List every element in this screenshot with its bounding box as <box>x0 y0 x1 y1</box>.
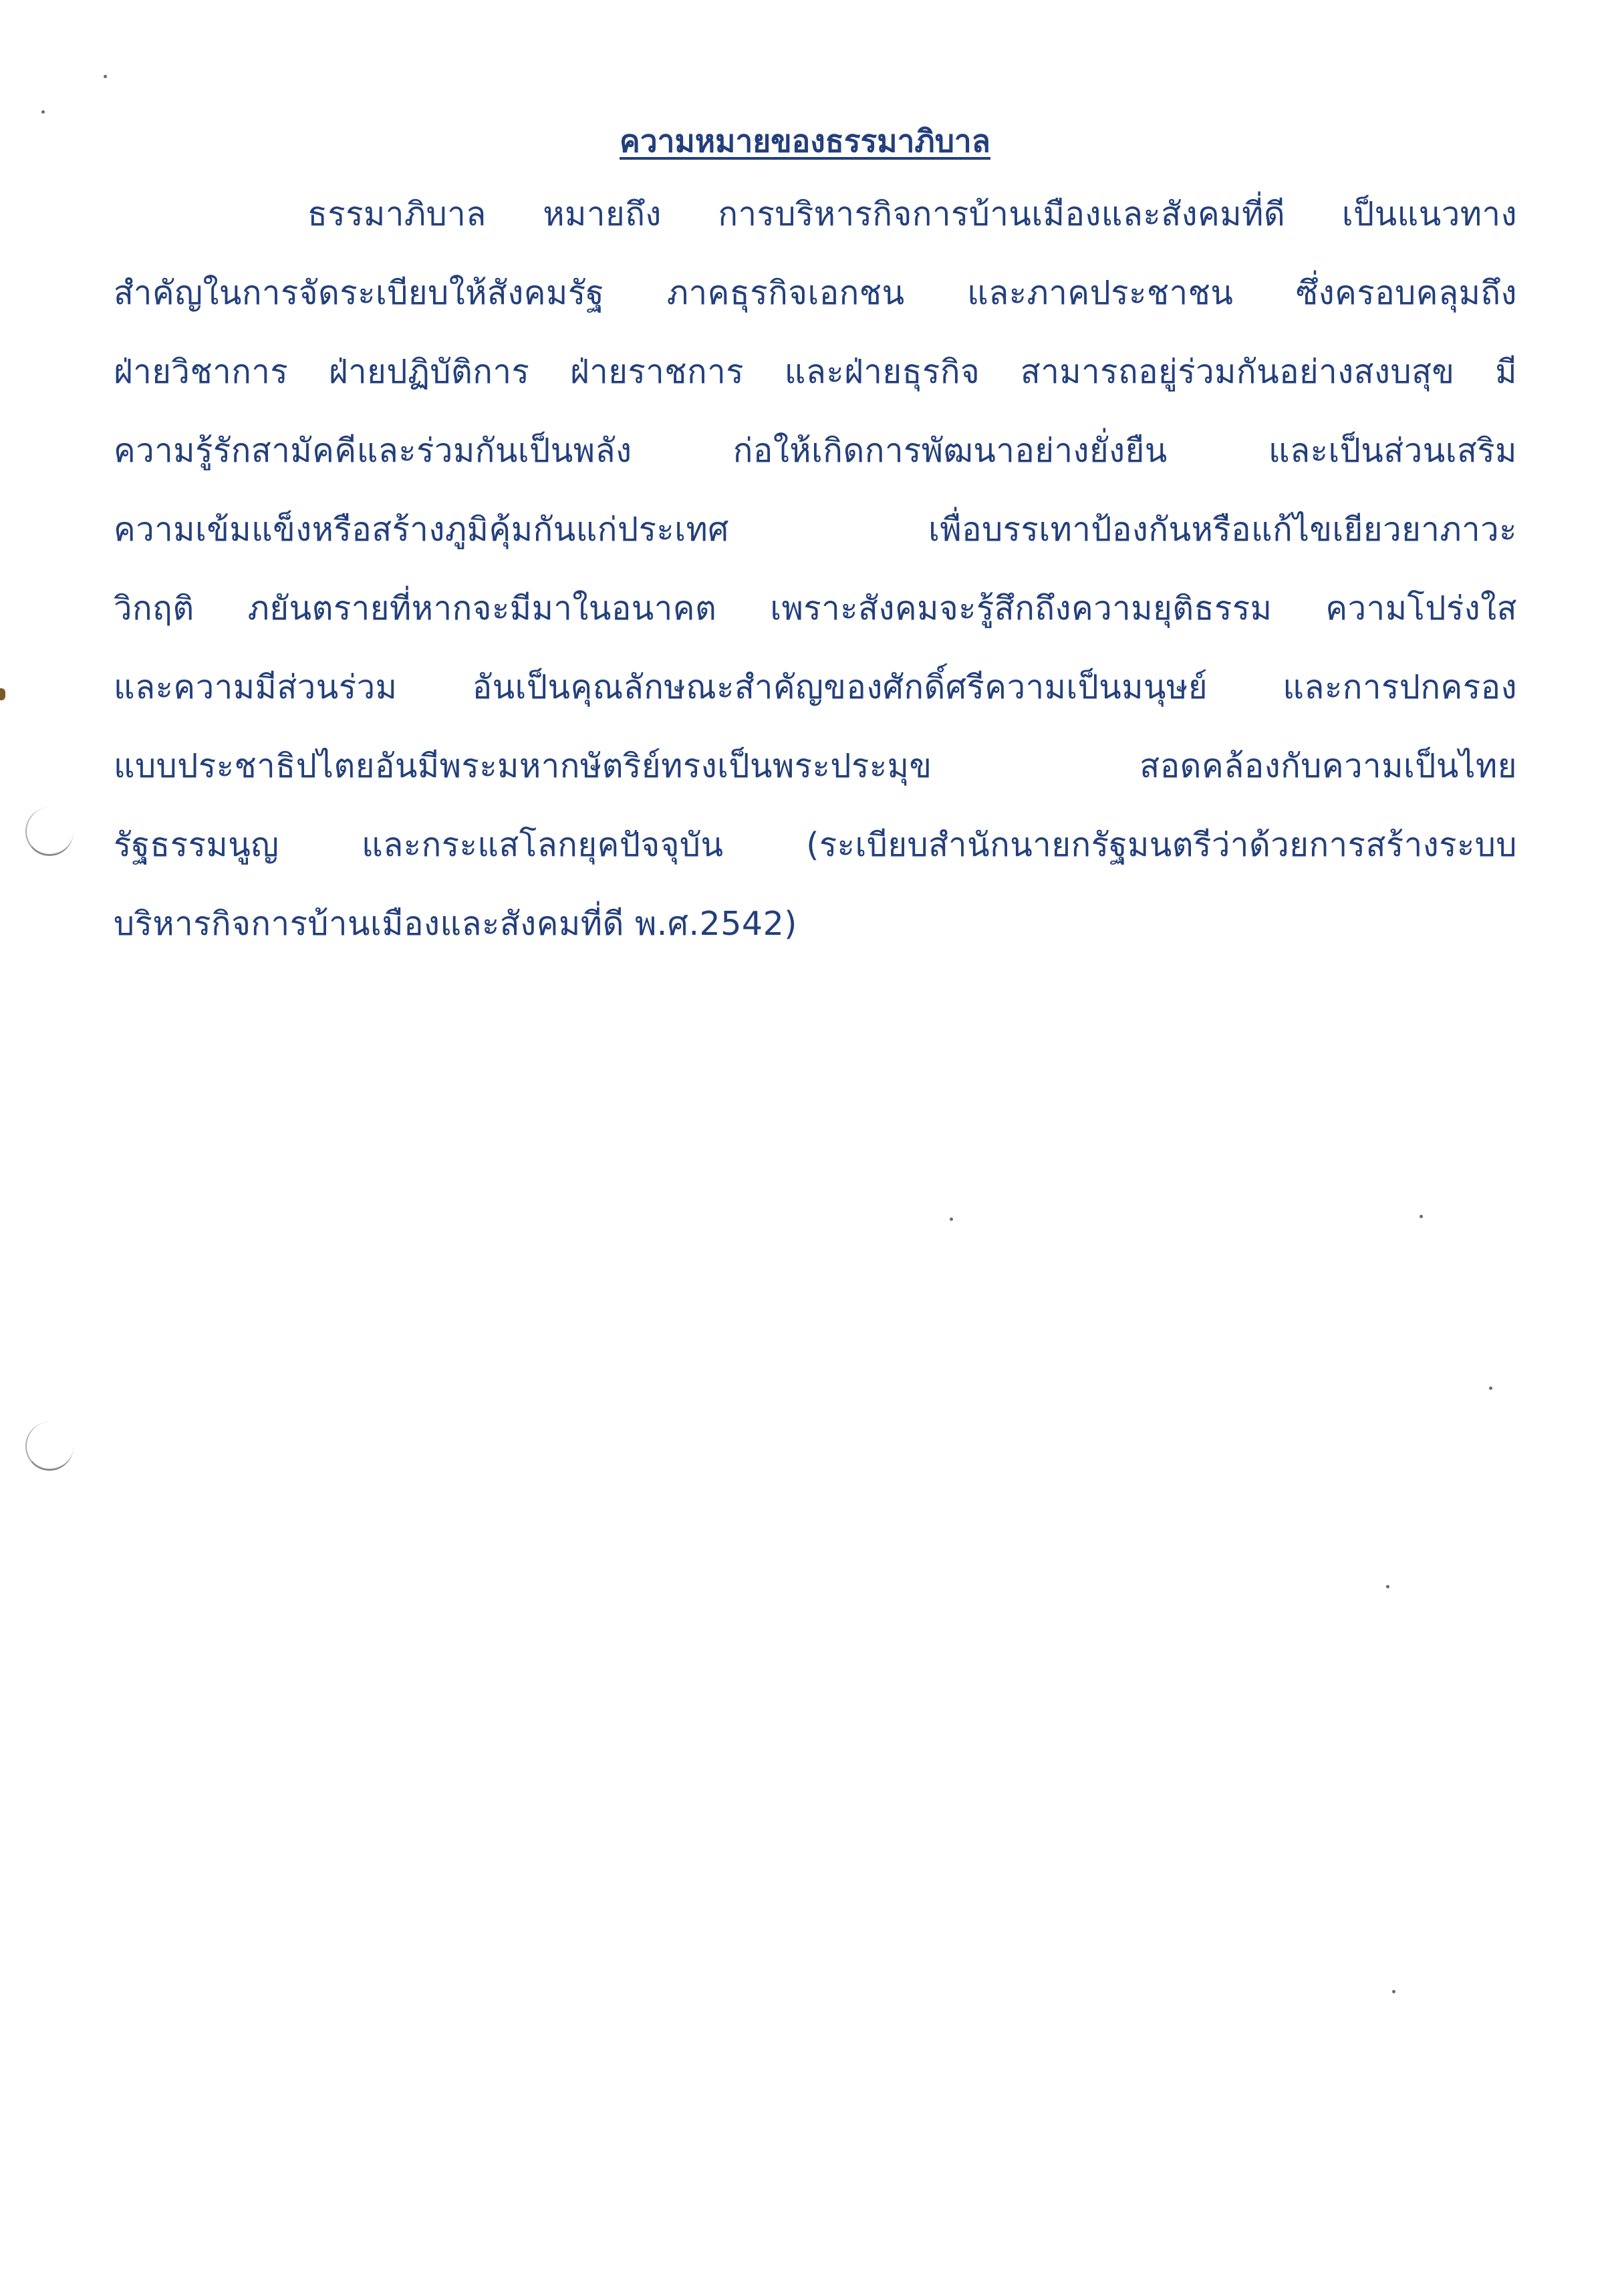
page-title <box>0 118 1610 164</box>
body-line-7: และความมีส่วนร่วม อันเป็นคุณลักษณะสำคัญของศักดิ์ศรีความเป็นมนุษย์ และการปกครอง <box>114 668 1517 706</box>
scan-speck <box>1386 1585 1389 1588</box>
body-line-2: สำคัญในการจัดระเบียบให้สังคมรัฐ ภาคธุรกิจเอกชน และภาคประชาชน ซึ่งครอบคลุมถึง <box>114 274 1517 312</box>
body-line-8: แบบประชาธิปไตยอันมีพระมหากษัตริย์ทรงเป็นพระประมุข สอดคล้องกับความเป็นไทย <box>114 747 1517 785</box>
body-line-1: ธรรมาภิบาล หมายถึง การบริหารกิจการบ้านเมืองและสังคมที่ดี เป็นแนวทาง <box>307 195 1517 233</box>
scan-speck <box>1392 1990 1395 1993</box>
body-line-4: ความรู้รักสามัคคีและร่วมกันเป็นพลัง ก่อให้เกิดการพัฒนาอย่างยั่งยืน และเป็นส่วนเสริม <box>114 432 1517 470</box>
body-line-6: วิกฤติ ภยันตรายที่หากจะมีมาในอนาคต เพราะสังคมจะรู้สึกถึงความยุติธรรม ความโปร่งใส <box>114 589 1517 627</box>
punch-hole-top <box>25 807 74 856</box>
punch-hole-bottom <box>25 1422 74 1471</box>
scan-speck <box>1420 1215 1423 1218</box>
paper-edge-mark <box>0 688 5 700</box>
body-line-9: รัฐธรรมนูญ และกระแสโลกยุคปัจจุบัน (ระเบียบสำนักนายกรัฐมนตรีว่าด้วยการสร้างระบบ <box>114 826 1517 864</box>
body-line-3: ฝ่ายวิชาการ ฝ่ายปฏิบัติการ ฝ่ายราชการ และฝ่ายธุรกิจ สามารถอยู่ร่วมกันอย่างสงบสุข มี <box>114 353 1517 391</box>
scan-speck <box>104 75 107 78</box>
body-line-10: บริหารกิจการบ้านเมืองและสังคมที่ดี พ.ศ.2542) <box>114 905 797 943</box>
scan-speck <box>41 110 45 114</box>
scan-speck <box>950 1217 953 1221</box>
body-line-5: ความเข้มแข็งหรือสร้างภูมิคุ้มกันแก่ประเทศ เพื่อบรรเทาป้องกันหรือแก้ไขเยียวยาภาวะ <box>114 511 1517 549</box>
page-title-text: ความหมายของธรรมาภิบาล <box>620 123 990 159</box>
scan-speck <box>1489 1387 1492 1390</box>
